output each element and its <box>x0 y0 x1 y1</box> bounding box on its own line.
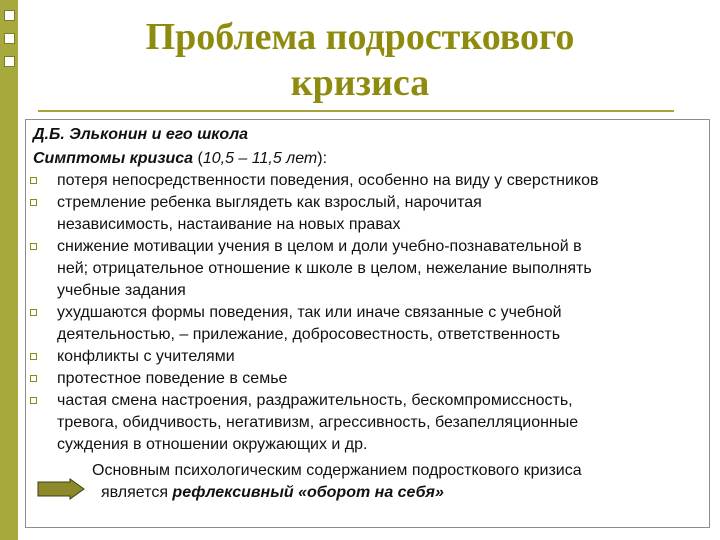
conclusion-line-2 <box>101 482 444 504</box>
title-line-2: кризиса <box>290 62 430 104</box>
list-item-line: учебные задания <box>57 282 186 299</box>
symptoms-heading <box>33 148 327 170</box>
list-item-line: потеря непосредственности поведения, особенно на виду у сверстников <box>57 172 599 189</box>
list-item-line: ухудшаются формы поведения, так или иначе связанные с учебной <box>57 304 562 321</box>
square-bullet-icon <box>30 397 37 404</box>
list-item-line: ней; отрицательное отношение к школе в целом, нежелание выполнять <box>57 260 592 277</box>
conclusion-emphasis: рефлексивный «оборот на себя» <box>172 484 444 501</box>
conclusion-plain: является <box>101 484 173 501</box>
title-line-1: Проблема подросткового <box>145 16 575 58</box>
title-divider <box>38 110 674 112</box>
side-square-icon <box>4 33 15 44</box>
author-heading: Д.Б. Эльконин и его школа <box>33 126 249 143</box>
side-decoration-bar <box>0 0 18 540</box>
square-bullet-icon <box>30 309 37 316</box>
square-bullet-icon <box>30 199 37 206</box>
list-item-line: суждения в отношении окружающих и др. <box>57 436 368 453</box>
list-item-line: деятельностью, – прилежание, добросовестность, ответственность <box>57 326 561 343</box>
symptoms-paren-close: ): <box>317 150 328 167</box>
list-item-line: протестное поведение в семье <box>57 370 288 387</box>
symptoms-age: 10,5 – 11,5 лет <box>202 150 318 167</box>
conclusion-line-1: Основным психологическим содержанием подросткового кризиса <box>92 462 582 479</box>
square-bullet-icon <box>30 375 37 382</box>
list-item-line: частая смена настроения, раздражительность, бескомпромиссность, <box>57 392 573 409</box>
side-square-icon <box>4 10 15 21</box>
square-bullet-icon <box>30 353 37 360</box>
symptoms-label: Симптомы кризиса <box>33 150 194 167</box>
list-item-line: стремление ребенка выглядеть как взрослый, нарочитая <box>57 194 482 211</box>
list-item-line: независимость, настаивание на новых правах <box>57 216 401 233</box>
square-bullet-icon <box>30 177 37 184</box>
arrow-right-icon <box>37 478 85 505</box>
list-item-line: конфликты с учителями <box>57 348 235 365</box>
symptoms-paren-open: ( <box>193 150 203 167</box>
square-bullet-icon <box>30 243 37 250</box>
side-square-icon <box>4 56 15 67</box>
list-item-line: тревога, обидчивость, негативизм, агрессивность, безапелляционные <box>57 414 579 431</box>
list-item-line: снижение мотивации учения в целом и доли учебно-познавательной в <box>57 238 582 255</box>
slide-title <box>40 14 680 106</box>
